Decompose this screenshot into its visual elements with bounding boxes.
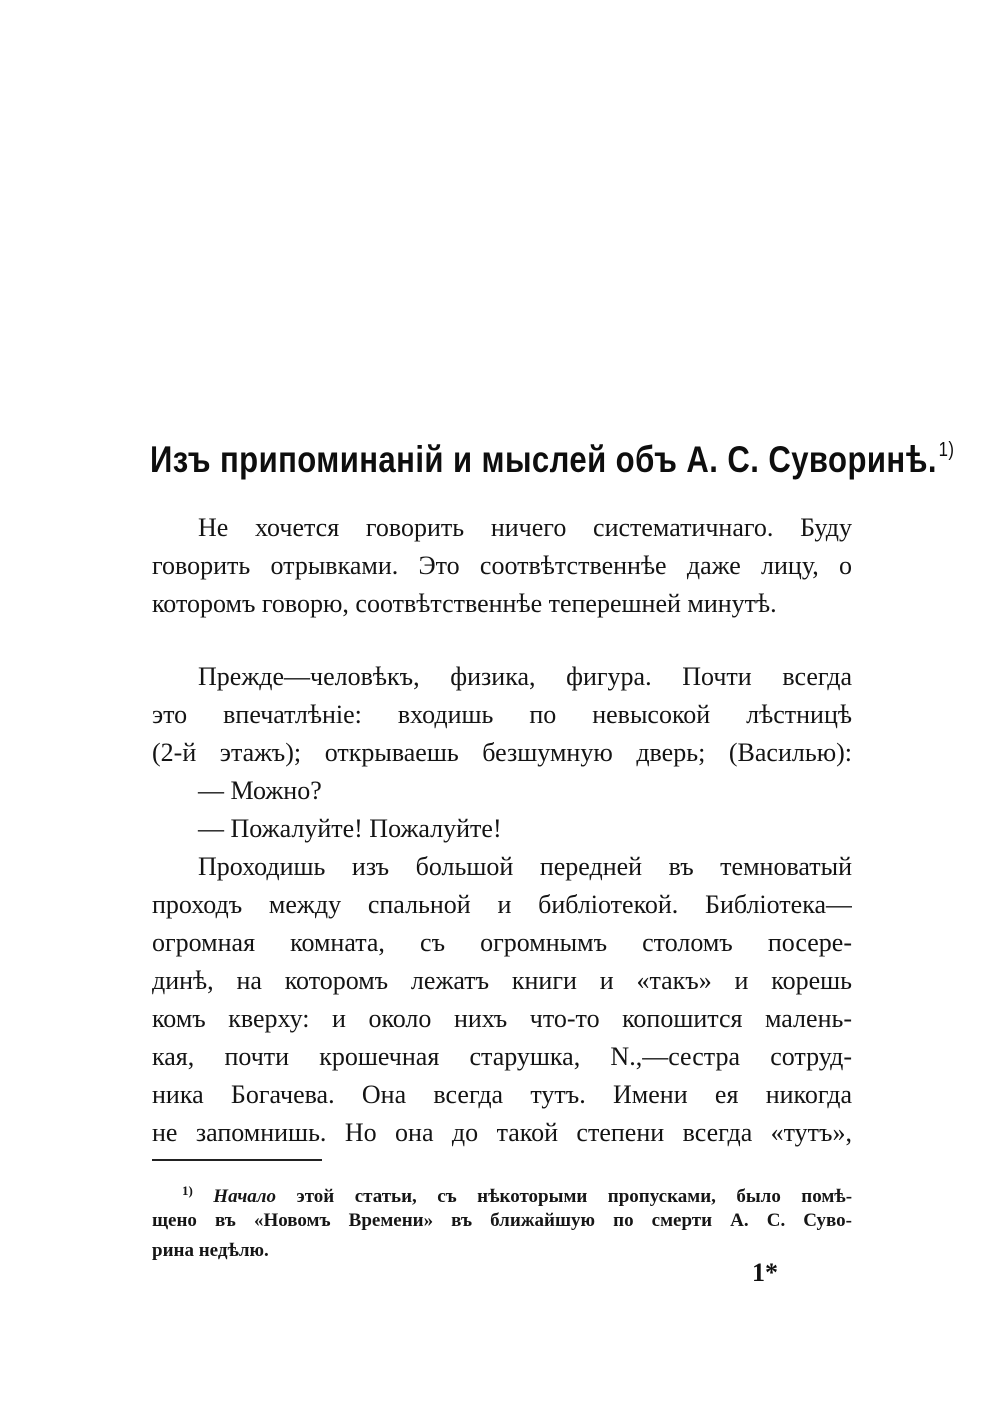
page-number: 1* xyxy=(752,1258,778,1287)
footnote-divider xyxy=(152,1159,322,1161)
footnote xyxy=(152,1176,852,1266)
text-line: Проходишь изъ большой передней въ темноватый xyxy=(198,852,852,881)
footnote-emphasis: Начало xyxy=(213,1186,277,1206)
text-line: Прежде—человѣкъ, физика, фигура. Почти всегда xyxy=(198,662,852,691)
text-line: огромная комната, съ огромнымъ столомъ посере- xyxy=(152,928,852,957)
text-line: говорить отрывками. Это соотвѣтственнѣе даже лицу, о xyxy=(152,551,852,580)
text-line: проходъ между спальной и библіотекой. Библіотека— xyxy=(152,890,852,919)
text-line: не запомнишь. Но она до такой степени всегда «тутъ», xyxy=(152,1118,852,1147)
dialogue-line: — Можно? xyxy=(198,776,322,805)
dialogue-line: — Пожалуйте! Пожалуйте! xyxy=(198,814,502,843)
title-footnote-marker: 1) xyxy=(938,439,955,461)
text-line: ника Богачева. Она всегда тутъ. Имени ея никогда xyxy=(152,1080,852,1109)
text-line: (2-й этажъ); открываешь безшумную дверь; (Василью): xyxy=(152,738,852,767)
chapter-title xyxy=(150,425,955,485)
text-line: Не хочется говорить ничего систематичнаго. Буду xyxy=(198,513,852,542)
footnote-line: щено въ «Новомъ Времени» въ ближайшую по смерти А. С. Суво- xyxy=(152,1210,852,1231)
chapter-title-text: Изъ припоминаній и мыслей объ А. С. Суворинѣ. xyxy=(150,439,937,480)
footnote-text: этой статьи, съ нѣкоторыми пропусками, было помѣ- xyxy=(296,1186,852,1206)
text-line: это впечатлѣніе: входишь по невысокой лѣстницѣ xyxy=(152,700,852,729)
main-text xyxy=(152,658,852,1152)
text-line: кая, почти крошечная старушка, N.,—сестра сотруд- xyxy=(152,1042,852,1071)
footnote-marker: 1) xyxy=(182,1183,193,1198)
text-line: динѣ, на которомъ лежатъ книги и «такъ» и корешь xyxy=(152,966,852,995)
text-line: комъ кверху: и около нихъ что-то копошится малень- xyxy=(152,1004,852,1033)
intro-paragraph xyxy=(152,509,852,623)
footnote-line: рина недѣлю. xyxy=(152,1240,269,1261)
text-line: которомъ говорю, соотвѣтственнѣе теперешней минутѣ. xyxy=(152,589,777,618)
footnote-line xyxy=(152,1176,852,1206)
